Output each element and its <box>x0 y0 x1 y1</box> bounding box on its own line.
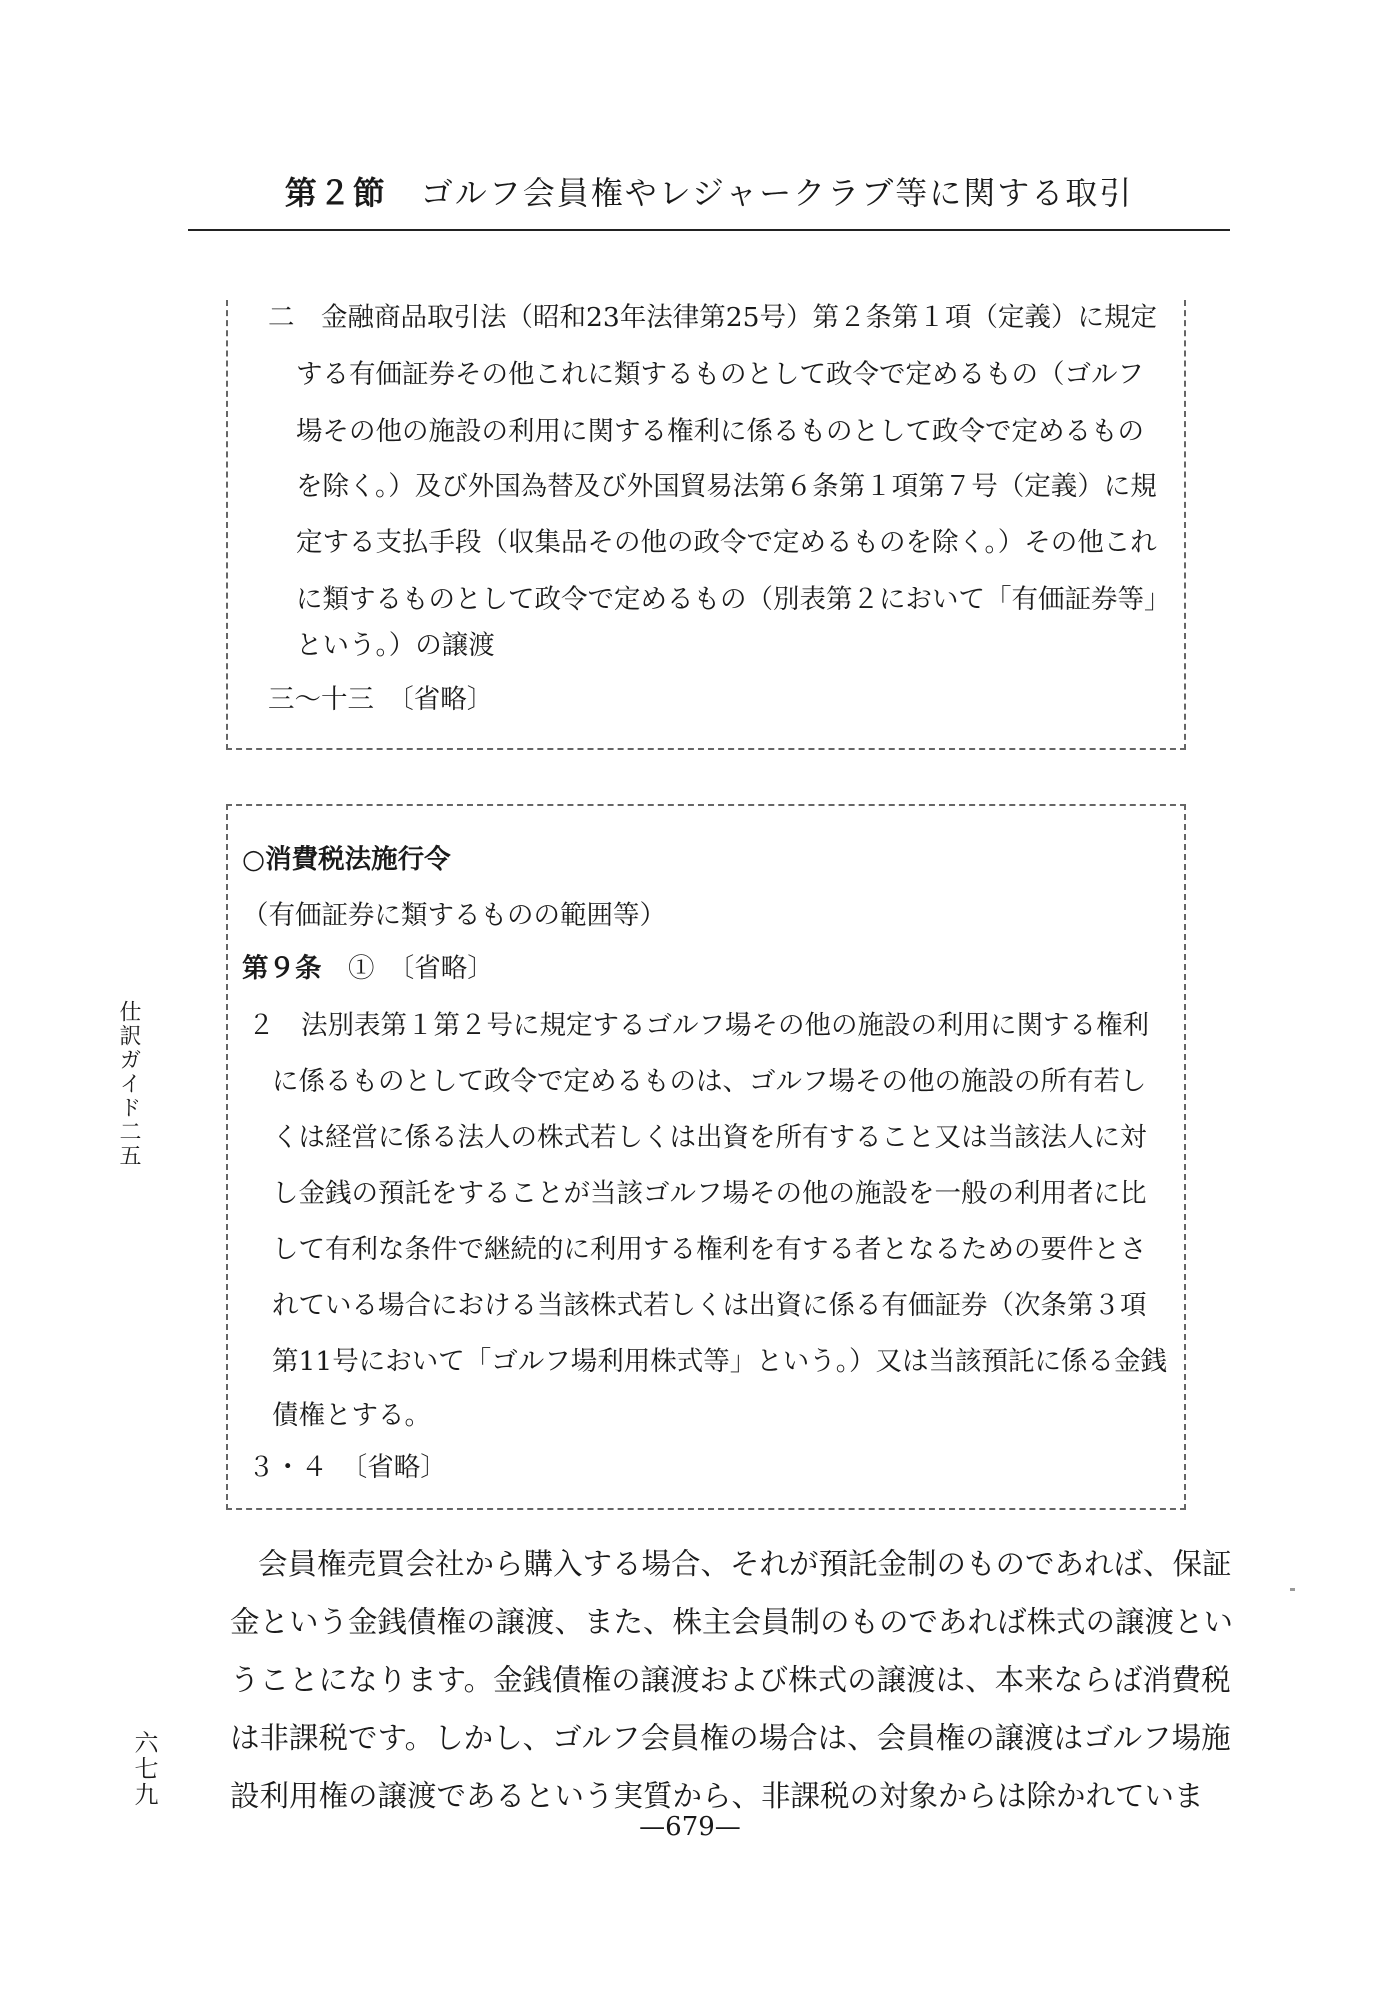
box2-last-item: ３・４ 〔省略〕 <box>248 1452 447 1483</box>
box1-line: に類するものとして政令で定めるもの（別表第２において「有価証券等」 <box>296 584 1171 615</box>
box1-last-item: 三～十三 〔省略〕 <box>268 684 494 715</box>
section-header <box>188 168 1230 214</box>
guide-side-label: 仕訳ガイド二五 <box>116 1000 141 1168</box>
box2-line: 債権とする。 <box>272 1400 431 1431</box>
body-line: 金という金銭債権の譲渡、また、株主会員制のものであれば株式の譲渡とい <box>230 1605 1234 1639</box>
side-page-number: 六七九 <box>130 1730 158 1808</box>
box2-line: くは経営に係る法人の株式若しくは出資を所有すること又は当該法人に対 <box>272 1122 1147 1153</box>
box1-line: 場その他の施設の利用に関する権利に係るものとして政令で定めるもの <box>296 416 1144 447</box>
article-label: 第９条 <box>242 953 322 984</box>
box2-line: し金銭の預託をすることが当該ゴルフ場その他の施設を一般の利用者に比 <box>272 1178 1147 1209</box>
article-rest: ① 〔省略〕 <box>321 953 494 984</box>
box1-line: 二 金融商品取引法（昭和23年法律第25号）第２条第１項（定義）に規定 <box>268 302 1157 333</box>
body-line: 会員権売買会社から購入する場合、それが預託金制のものであれば、保証 <box>258 1547 1232 1581</box>
section-number: 第２節 <box>284 174 387 212</box>
box1-line: する有価証券その他これに類するものとして政令で定めるもの（ゴルフ <box>296 359 1144 390</box>
box2-article <box>242 951 494 987</box>
header-rule <box>188 229 1230 231</box>
body-line: うことになります。金銭債権の譲渡および株式の譲渡は、本来ならば消費税 <box>230 1663 1231 1697</box>
section-title: ゴルフ会員権やレジャークラブ等に関する取引 <box>420 174 1134 212</box>
body-line: は非課税です。しかし、ゴルフ会員権の場合は、会員権の譲渡はゴルフ場施 <box>230 1721 1231 1755</box>
body-line: 設利用権の譲渡であるという実質から、非課税の対象からは除かれていま <box>230 1779 1204 1813</box>
box2-line: して有利な条件で継続的に利用する権利を有する者となるための要件とさ <box>272 1234 1147 1265</box>
box2-title: ○消費税法施行令 <box>242 844 451 875</box>
page-number: —679— <box>639 1812 741 1842</box>
scan-mark <box>1290 1588 1295 1591</box>
box1-line: という。）の譲渡 <box>296 630 495 661</box>
box2-line: 第11号において「ゴルフ場利用株式等」という。）又は当該預託に係る金銭 <box>272 1346 1167 1377</box>
box1-line: 定する支払手段（収集品その他の政令で定めるものを除く。）その他これ <box>296 527 1157 558</box>
box1-line: を除く。）及び外国為替及び外国貿易法第６条第１項第７号（定義）に規 <box>296 471 1157 502</box>
box2-line: ２ 法別表第１第２号に規定するゴルフ場その他の施設の利用に関する権利 <box>248 1010 1149 1041</box>
box2-line: に係るものとして政令で定めるものは、ゴルフ場その他の施設の所有若し <box>272 1066 1147 1097</box>
box2-subtitle: （有価証券に類するものの範囲等） <box>242 900 666 931</box>
box2-line: れている場合における当該株式若しくは出資に係る有価証券（次条第３項 <box>272 1290 1147 1321</box>
